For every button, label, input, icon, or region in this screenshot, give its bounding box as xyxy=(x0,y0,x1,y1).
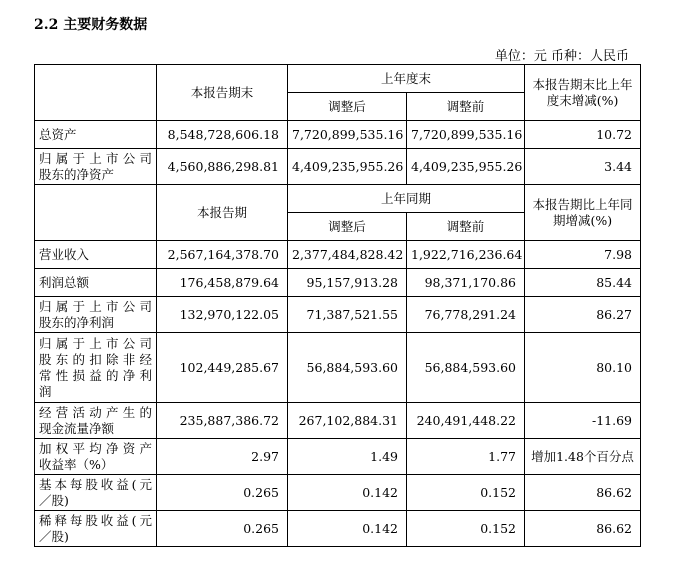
value-adjusted-before: 1,922,716,236.64 xyxy=(407,241,525,269)
table-row xyxy=(35,149,641,185)
row-label xyxy=(35,403,157,439)
table-row xyxy=(35,511,641,547)
value-adjusted-before: 4,409,235,955.26 xyxy=(407,149,525,185)
section-title: 2.2 主要财务数据 xyxy=(34,17,148,33)
value-adjusted-after: 71,387,521.55 xyxy=(288,297,407,333)
value-adjusted-after: 1.49 xyxy=(288,439,407,475)
value-change-percent: 86.62 xyxy=(525,475,641,511)
value-current: 235,887,386.72 xyxy=(157,403,288,439)
value-adjusted-before: 1.77 xyxy=(407,439,525,475)
row-label-line: 基本每股收益(元 xyxy=(39,476,152,492)
header-adjusted-after-1: 调整后 xyxy=(288,93,407,121)
row-label-line: 利润总额 xyxy=(39,274,90,290)
value-adjusted-after: 4,409,235,955.26 xyxy=(288,149,407,185)
header-adjusted-before-1: 调整前 xyxy=(407,93,525,121)
unit-note: 单位：元 币种：人民币 xyxy=(494,49,629,64)
value-adjusted-after: 56,884,593.60 xyxy=(288,333,407,403)
row-label xyxy=(35,333,157,403)
header-current-period-end: 本报告期末 xyxy=(157,65,288,121)
row-label-line: 归属于上市公司 xyxy=(39,298,152,314)
row-label-line: 现金流量净额 xyxy=(39,420,115,436)
table-row xyxy=(35,475,641,511)
row-label-line: ／股) xyxy=(39,528,69,544)
value-adjusted-before: 56,884,593.60 xyxy=(407,333,525,403)
row-label xyxy=(35,297,157,333)
row-label-line: 总资产 xyxy=(39,126,77,142)
value-change-percent: 7.98 xyxy=(525,241,641,269)
value-change-percent: -11.69 xyxy=(525,403,641,439)
row-label-line: 加权平均净资产 xyxy=(39,440,152,456)
table-row xyxy=(35,333,641,403)
value-current: 132,970,122.05 xyxy=(157,297,288,333)
value-adjusted-before: 98,371,170.86 xyxy=(407,269,525,297)
row-label-line: 稀释每股收益(元 xyxy=(39,512,152,528)
value-current: 8,548,728,606.18 xyxy=(157,121,288,149)
row-label xyxy=(35,241,157,269)
value-change-percent: 85.44 xyxy=(525,269,641,297)
row-label xyxy=(35,475,157,511)
financial-data-table xyxy=(34,64,641,547)
row-label-line: 股东的净资产 xyxy=(39,166,115,182)
value-adjusted-after: 0.142 xyxy=(288,475,407,511)
value-change-percent: 3.44 xyxy=(525,149,641,185)
table-row xyxy=(35,269,641,297)
table-row xyxy=(35,297,641,333)
row-label-line: 收益率（%） xyxy=(39,456,114,472)
value-adjusted-after: 2,377,484,828.42 xyxy=(288,241,407,269)
value-change-percent: 80.10 xyxy=(525,333,641,403)
value-adjusted-after: 0.142 xyxy=(288,511,407,547)
table-row xyxy=(35,121,641,149)
row-label-line: 股东的扣除非经 xyxy=(39,351,152,367)
value-adjusted-after: 7,720,899,535.16 xyxy=(288,121,407,149)
header-prior-year-end: 上年度末 xyxy=(288,65,525,93)
table-row xyxy=(35,439,641,475)
table2-body xyxy=(35,241,641,547)
value-current: 2.97 xyxy=(157,439,288,475)
header-adjusted-after-2: 调整后 xyxy=(288,213,407,241)
row-label-line: ／股) xyxy=(39,492,69,508)
value-change-percent: 86.62 xyxy=(525,511,641,547)
header-prior-year-same-period: 上年同期 xyxy=(288,185,525,213)
row-label xyxy=(35,121,157,149)
row-label xyxy=(35,149,157,185)
value-current: 176,458,879.64 xyxy=(157,269,288,297)
row-label-line: 营业收入 xyxy=(39,246,90,262)
value-adjusted-after: 95,157,913.28 xyxy=(288,269,407,297)
row-label xyxy=(35,269,157,297)
value-adjusted-before: 7,720,899,535.16 xyxy=(407,121,525,149)
value-adjusted-before: 240,491,448.22 xyxy=(407,403,525,439)
row-label-line: 常性损益的净利 xyxy=(39,367,152,383)
value-current: 2,567,164,378.70 xyxy=(157,241,288,269)
value-adjusted-before: 0.152 xyxy=(407,475,525,511)
row-label xyxy=(35,511,157,547)
row-label-line: 经营活动产生的 xyxy=(39,404,152,420)
row-label-line: 归属于上市公司 xyxy=(39,150,152,166)
value-change-percent: 86.27 xyxy=(525,297,641,333)
value-current: 4,560,886,298.81 xyxy=(157,149,288,185)
value-current: 102,449,285.67 xyxy=(157,333,288,403)
table-row xyxy=(35,241,641,269)
value-change-percent: 10.72 xyxy=(525,121,641,149)
value-change-percent: 增加1.48个百分点 xyxy=(525,439,641,475)
header-change-2: 本报告期比上年同期增减(%) xyxy=(525,185,641,241)
header-blank-2 xyxy=(35,185,157,241)
row-label-line: 归属于上市公司 xyxy=(39,335,152,351)
header-current-period: 本报告期 xyxy=(157,185,288,241)
row-label-line: 润 xyxy=(39,383,52,399)
header-adjusted-before-2: 调整前 xyxy=(407,213,525,241)
value-adjusted-after: 267,102,884.31 xyxy=(288,403,407,439)
header-blank-1 xyxy=(35,65,157,121)
value-current: 0.265 xyxy=(157,475,288,511)
table1-body xyxy=(35,121,641,185)
header-change-1: 本报告期末比上年度末增减(%) xyxy=(525,65,641,121)
row-label-line: 股东的净利润 xyxy=(39,314,115,330)
value-adjusted-before: 76,778,291.24 xyxy=(407,297,525,333)
table-row xyxy=(35,403,641,439)
row-label xyxy=(35,439,157,475)
value-adjusted-before: 0.152 xyxy=(407,511,525,547)
value-current: 0.265 xyxy=(157,511,288,547)
